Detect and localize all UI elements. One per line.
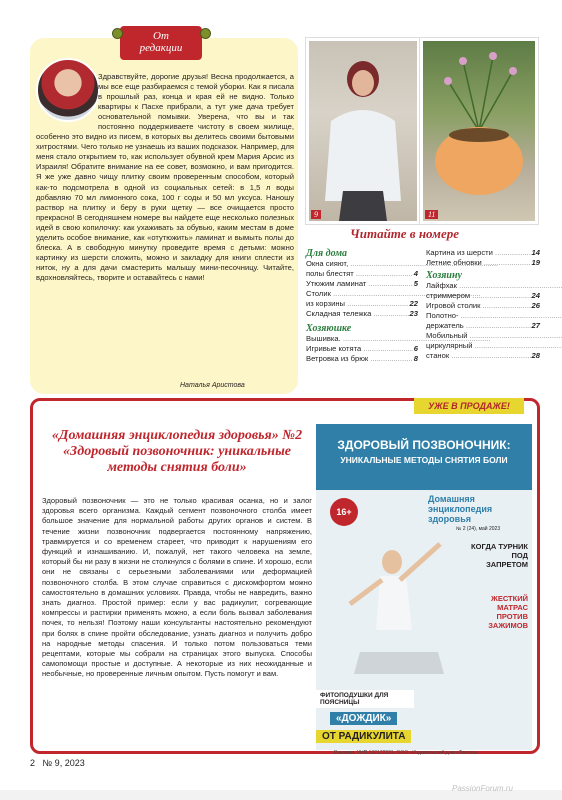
cover-brand: Домашняя энциклопедия здоровья: [428, 494, 493, 524]
woman-in-knitted-sweater-photo: [306, 38, 420, 224]
contents-item[interactable]: Игровой столик ..... 26: [426, 301, 540, 311]
editorial-badge: От редакции: [120, 26, 202, 60]
contents-title: Читайте в номере: [350, 226, 459, 241]
pumpkin-planter-photo: [420, 38, 538, 224]
contents-item[interactable]: Ветровка из брюк ..... 8: [306, 354, 418, 364]
cover-subheadline: УНИКАЛЬНЫЕ МЕТОДЫ СНЯТИЯ БОЛИ: [340, 455, 508, 465]
cover-teaser: ФИТОПОДУШКИ ДЛЯ ПОЯСНИЦЫ: [316, 690, 414, 708]
cover-issue: № 2 (24), май 2023: [456, 526, 501, 532]
cover-teaser: КОГДА ТУРНИК ПОД ЗАПРЕТОМ: [471, 542, 528, 569]
sale-badge: УЖЕ В ПРОДАЖЕ!: [414, 398, 524, 414]
contents-item[interactable]: держатель ..... 27: [426, 321, 540, 331]
watermark: PassionForum.ru: [452, 784, 513, 793]
cover-teaser: «ДОЖДИК»: [330, 712, 397, 725]
ad-note: Реклама. УНП 192172221. ООО «Издательский дом «Толока»: [334, 750, 478, 756]
promo-title: «Домашняя энциклопедия здоровья» №2 «Здоровый позвоночник: уникальные методы снятия боли»: [51, 428, 303, 475]
contents-item[interactable]: Окна сияют, .....: [306, 259, 418, 269]
contents-item[interactable]: Картина из шерсти ..... 14: [426, 248, 540, 258]
contents-item[interactable]: полы блестят ..... 4: [306, 269, 418, 279]
cover-teaser: ОТ РАДИКУЛИТА: [316, 730, 411, 743]
contents-item[interactable]: стриммером ..... 24: [426, 291, 540, 301]
editorial-text: Здравствуйте, дорогие друзья! Весна продолжается, а мы все еще разбираемся с темой уборки. Как я писала в прошлый раз, конца и края ей не видно. Только квартиры к Пасхе прибрали, а тут уже дача требует основательной помывки. Уверена, что вы и так постоянно поддерживаете чистоту в своем жилище, особенно это видно из писем, в которых вы делитесь своими бытовыми хитростями. Чего только не узнаешь из ваших подсказок. Например, для меня стало открытием то, как использует обувной крем Мария Арсис из Израиля! Обратите внимание на ее совет, возможно, и вам пригодится. Я же уже давно чищу плитку своим проверенным способом, который как-то подсмотрела в одной из социальных сетей: в 1,5 л воды добавляю 70 мл лимонного сока, 100 г соды и 50 мл уксуса. Наношу раствор на плитку и беру в руки щетку — все очищается просто прекрасно! В сегодняшнем номере вы найдете еще несколько полезных идей в свою копилочку: как ухаживать за обувью, каким местам в доме уделить особое внимание, как «отутюжить» ламинат и вымыть полы до блеска. А в свободную минутку проведите время с детьми: можно картинку из шерсти сложить, можно и закладку для книги сплести из ниток, ну а для дачи смастерить малышу мини-песочницу. Читайте, вдохновляйтесь, творите и оставайтесь с нами!: [36, 72, 295, 282]
contents-section: Для дома: [306, 248, 348, 259]
page-footer: [30, 758, 85, 768]
photo-page-number: 9: [311, 210, 321, 219]
pin-icon: [200, 28, 211, 39]
contents-item[interactable]: Игривые котята ..... 6: [306, 344, 418, 354]
contents-item[interactable]: из корзины ..... 22: [306, 299, 418, 309]
contents-section: Хозяину: [426, 270, 462, 281]
contents-item[interactable]: Складная тележка ..... 23: [306, 309, 418, 319]
photo-page-number: 11: [425, 210, 438, 219]
cover-headline: ЗДОРОВЫЙ ПОЗВОНОЧНИК:: [337, 438, 511, 452]
contents-item[interactable]: Полотно- .....: [426, 311, 540, 321]
issue-label: № 9, 2023: [42, 758, 85, 768]
contents-item[interactable]: циркулярный .....: [426, 341, 540, 351]
promo-body: Здоровый позвоночник — это не только красивая осанка, но и залог здоровья всего организма. Каждый сегмент позвоночного столба имеет большое значение для нормальной работы других органов и систем. В течение жизни позвоночник подвергается постоянному напряжению, травмируется и со временем стареет, что приводит к нарушениям его функций и изнашиванию. И, пожалуй, нет такого человека на земле, который бы ни разу в жизни не столкнулся с болями в спине. И хорошо, если они не связаны с серьезными заболеваниями или деформацией позвоночного столба. В этом случае справиться с дискомфортом можно самостоятельно в домашних условиях. Правда, чтобы не навредить, важно знать диагноз. Простой пример: если у вас радикулит, согревающие компрессы и растирки применять можно, а если боль вызвал заболевания почек, то нельзя! Поэтому наши консультанты настоятельно рекомендуют при болях в спине пройти обследование, узнать диагноз и получить добро на народные методы спасения. И только потом пользоваться теми рецептами, которые мы собрали на страницах этого выпуска. Способы самопомощи простые и доступные. А некоторые из них неожиданные и необычные, но проверенные личным опытом. Пусть помогут и вам.: [42, 496, 312, 679]
editor-signature: Наталья Аристова: [180, 382, 245, 389]
contents-item[interactable]: Летние обновки ..... 19: [426, 258, 540, 268]
cover-teaser: ЖЕСТКИЙ МАТРАС ПРОТИВ ЗАЖИМОВ: [488, 594, 528, 630]
contents-item[interactable]: станок ..... 28: [426, 351, 540, 361]
contents-column-2: [426, 248, 540, 361]
contents-item[interactable]: Мобильный .....: [426, 331, 540, 341]
cover-header: [316, 424, 532, 490]
contents-section: Хозяюшке: [306, 323, 352, 334]
magazine-cover[interactable]: [316, 424, 532, 750]
contents-item[interactable]: Лайфхак .....: [426, 281, 540, 291]
pin-icon: [112, 28, 123, 39]
page-number: 2: [30, 758, 36, 768]
contents-item[interactable]: Столик .....: [306, 289, 418, 299]
contents-column-1: [306, 248, 418, 364]
woman-stretching-photo: [320, 534, 470, 684]
age-rating-badge: 16+: [330, 498, 358, 526]
contents-item[interactable]: Вышивка. .....: [306, 334, 418, 344]
contents-item[interactable]: Утюжим ламинат ..... 5: [306, 279, 418, 289]
